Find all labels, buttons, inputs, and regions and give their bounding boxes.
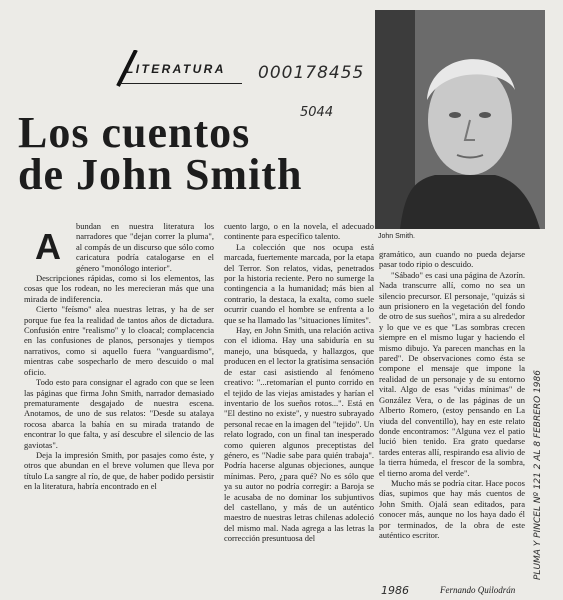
handwritten-margin-note <box>525 280 555 580</box>
paragraph: Todo esto para consignar el agrado con que se leen las páginas que firma John Smith, narrador demasiado prematuramente desgajado de nuestra escena. Anotamos, de uno de sus relatos: "Desde su atalaya rocosa abarca la bahía en su mirada tratando de encontrar lo que falta, y así descubre el silencio de las gaviotas". <box>24 377 214 450</box>
article-column-1 <box>24 221 214 593</box>
article-column-3 <box>379 249 525 581</box>
paragraph: La colección que nos ocupa está marcada, fuertemente marcada, por la etapa del Terror. Son relatos, vidas, penetrados por la historia reciente. Pero no sumerge la contingencia a la humanidad; más bien al contrario, la destaca, la exalta, como suele ocurrir cuando el hombre se enfrenta a lo que se ha llamado las "situaciones límites". <box>224 241 374 325</box>
paragraph: Descripciones rápidas, como si los elementos, las cosas que los rodean, no les merecieran más que una mirada de indiferencia. <box>24 273 214 304</box>
handwritten-archive-id: 000178455 <box>258 63 365 83</box>
handwritten-year: 1986 <box>381 584 409 597</box>
title-line-2: de John Smith <box>18 150 303 199</box>
paragraph: bundan en nuestra literatura los narradores que "dejan correr la pluma", al compás de un discurso que sólo como caricatura podría catalogarse en el género "monólogo interior". <box>76 221 214 273</box>
paragraph: "Sábado" es casi una página de Azorín. Nada transcurre allí, como no sea un silencio precursor. El personaje, "quizás si aun prisionero en la vegetación del fondo de otro de sus sueños", mira a su alrededor y lo que ve es que "Las sombras crecen siempre en el mismo lugar y haciendo el mismo dibujo. Ya parecen manchas en la pared". De observaciones como ésta se compone el mensaje que impone la realidad de un personaje y de su entorno vital. Algo de esas "vidas mínimas" de González Vera, o de las páginas de un Alberto Romero, (estoy pensando en La viuda del conventillo), hay en este relato donde encontramos: "Alguna vez el patio lució bien tenido. Era grato quedarse tardes enteras allí, respirando esa alivio de la tierra húmeda, el frescor de la sombra, el tierno aroma del verde". <box>379 269 525 478</box>
paragraph: Cierto "feísmo" alea nuestras letras, y ha de ser porque fue fea la realidad de tantos años de dictadura. Confusión entre "realismo" y lo cloacal; complacencia en las confusiones de planos, personajes y tiempos narrativos, como si aquello fuera "vanguardismo", mientras cabe sospecharlo de mero descuido o mal oficio. <box>24 304 214 377</box>
margin-note-text: PLUMA Y PINCEL Nº 121 2 AL 8 FEBRERO 1986 <box>533 370 543 580</box>
section-divider <box>120 83 242 84</box>
handwritten-code: 5044 <box>300 105 334 120</box>
title-line-1: Los cuentos <box>18 108 251 157</box>
article-title <box>18 108 378 199</box>
portrait-illustration <box>375 10 545 229</box>
author-photo <box>375 10 545 229</box>
author-signature: Fernando Quilodrán <box>440 585 516 595</box>
article-column-2 <box>224 221 374 593</box>
paragraph: gramático, aun cuando no pueda dejarse pasar todo ripio o descuido. <box>379 249 525 270</box>
paragraph: cuento largo, o en la novela, el adecuado continente para específico talento. <box>224 221 374 242</box>
photo-caption: John Smith. <box>378 233 415 240</box>
paragraph: Mucho más se podría citar. Hace pocos días, supimos que hay más cuentos de John Smith. Ojalá sean editados, para conocer más, aunque no los haya dado él por terminados, de la obra de este auténtico escritor. <box>379 477 525 540</box>
paragraph: Deja la impresión Smith, por pasajes como éste, y otros que abundan en el breve volumen que lleva por título La sangre al río, de que, de haber podido persistir en la literatura, habría encontrado en el <box>24 449 214 492</box>
section-label: LITERATURA <box>126 62 226 76</box>
paragraph: Hay, en John Smith, una relación activa con el idioma. Hay una sabiduría en su manejo, una búsqueda, y hallazgos, que producen en el lector la gratísima sensación de estar casi asistiendo al fenómeno creativo: "...retomarían el punto corrido en el tejido de las viejas amistades y harían el inventario de los sueños rotos...". Está en "El destino no existe", y nuestro subrayado personal recae en la imagen del "tejido". Un relato logrado, con un final tan inesperado como quieren algunos preceptistas del género, es "Nadie sabe para quién trabaja". Podría hacerse algunas objeciones, aunque mínimas. Pero, ¿para qué? No es sólo que ya su autor no podría corregir: a Baroja se le acusaba de no dominar los subjuntivos del castellano, y más de un auténtico maestro de nuestras letras chilenas adoleció del mismo mal. Nada agrega a las letras la corrección presuntuosa del <box>224 325 374 544</box>
drop-cap: A <box>35 226 61 267</box>
